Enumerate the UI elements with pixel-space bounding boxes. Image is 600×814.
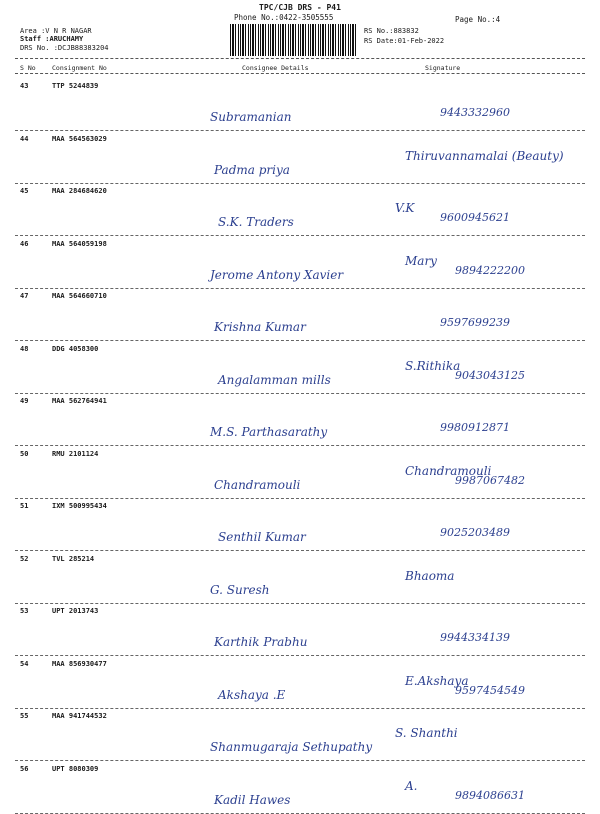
row-consignment-no: MAA 284684620 bbox=[52, 187, 107, 195]
drs-number: DRS No. :DCJB88383204 bbox=[20, 44, 109, 52]
row-divider bbox=[15, 498, 585, 499]
row-divider bbox=[15, 130, 585, 131]
row-divider bbox=[15, 288, 585, 289]
receiver-phone: 9944334139 bbox=[440, 631, 510, 644]
rs-number: RS No.:883832 bbox=[364, 27, 419, 35]
signature-text: Mary bbox=[405, 253, 437, 268]
consignee-name: G. Suresh bbox=[210, 582, 270, 597]
office-phone: Phone No.:0422-3505555 bbox=[234, 13, 334, 22]
row-consignment-no: UPT 2013743 bbox=[52, 607, 99, 615]
consignee-name: Senthil Kumar bbox=[218, 530, 306, 544]
area-field: Area :V N R NAGAR bbox=[20, 27, 92, 35]
consignee-name: M.S. Parthasarathy bbox=[210, 425, 328, 439]
row-consignment-no: IXM 500995434 bbox=[52, 502, 107, 510]
row-sno: 52 bbox=[20, 554, 29, 563]
row-divider bbox=[15, 393, 585, 394]
staff-field: Staff :ARUCHAMY bbox=[20, 35, 84, 43]
row-divider bbox=[15, 655, 585, 656]
header-divider-top bbox=[15, 58, 585, 59]
receiver-phone: 9043043125 bbox=[455, 368, 525, 382]
row-consignment-no: MAA 941744532 bbox=[52, 712, 107, 720]
consignee-name: Chandramouli bbox=[214, 477, 301, 492]
row-divider bbox=[15, 813, 585, 814]
consignee-name: Krishna Kumar bbox=[214, 320, 306, 334]
signature-text: S. Shanthi bbox=[395, 726, 458, 740]
row-consignment-no: RMU 2101124 bbox=[52, 449, 99, 458]
column-consignment: Consignment No bbox=[52, 64, 107, 72]
row-divider bbox=[15, 445, 585, 446]
receiver-phone: 9025203489 bbox=[440, 526, 510, 539]
receiver-phone: 9980912871 bbox=[440, 421, 510, 434]
row-consignment-no: MAA 564563029 bbox=[52, 134, 107, 143]
row-divider bbox=[15, 550, 585, 551]
row-consignment-no: MAA 856930477 bbox=[52, 659, 107, 668]
barcode-icon bbox=[230, 24, 356, 56]
row-divider bbox=[15, 183, 585, 184]
row-sno: 47 bbox=[20, 292, 29, 300]
receiver-phone: 9894222200 bbox=[455, 263, 525, 277]
row-sno: 55 bbox=[20, 712, 29, 720]
receiver-phone: 9597699239 bbox=[440, 316, 510, 329]
header-divider-bottom bbox=[15, 73, 585, 74]
receiver-phone: 9597454549 bbox=[455, 683, 525, 697]
receiver-phone: 9987067482 bbox=[455, 473, 525, 487]
column-consignee: Consignee Details bbox=[242, 64, 309, 72]
signature-text: Bhaoma bbox=[405, 568, 455, 583]
row-sno: 50 bbox=[20, 449, 29, 458]
row-divider bbox=[15, 340, 585, 341]
signature-text: V.K bbox=[395, 201, 415, 215]
consignee-name: Shanmugaraja Sethupathy bbox=[210, 740, 373, 754]
consignee-name: Karthik Prabhu bbox=[214, 635, 308, 649]
row-sno: 56 bbox=[20, 764, 29, 773]
row-consignment-no: DDG 4058300 bbox=[52, 344, 99, 353]
signature-text: E.Akshaya bbox=[405, 673, 469, 688]
report-title: TPC/CJB DRS - P41 bbox=[259, 3, 341, 12]
consignee-name: Padma priya bbox=[214, 162, 290, 177]
consignee-name: Jerome Antony Xavier bbox=[210, 267, 344, 282]
row-divider bbox=[15, 760, 585, 761]
row-sno: 45 bbox=[20, 187, 29, 195]
row-sno: 51 bbox=[20, 502, 29, 510]
row-sno: 48 bbox=[20, 344, 29, 353]
column-sno: S No bbox=[20, 64, 36, 72]
consignee-name: Subramanian bbox=[210, 110, 292, 124]
row-divider bbox=[15, 708, 585, 709]
signature-text: Chandramouli bbox=[405, 463, 492, 478]
row-consignment-no: UPT 8080309 bbox=[52, 764, 99, 773]
row-sno: 53 bbox=[20, 607, 29, 615]
row-divider bbox=[15, 235, 585, 236]
row-sno: 49 bbox=[20, 397, 29, 405]
signature-text: Thiruvannamalai (Beauty) bbox=[405, 148, 564, 163]
row-consignment-no: MAA 564059198 bbox=[52, 239, 107, 248]
row-sno: 44 bbox=[20, 134, 29, 143]
row-sno: 54 bbox=[20, 659, 29, 668]
consignee-name: Angalamman mills bbox=[218, 372, 331, 387]
page-number: Page No.:4 bbox=[455, 15, 501, 24]
consignee-name: S.K. Traders bbox=[218, 215, 294, 229]
row-sno: 43 bbox=[20, 82, 29, 90]
row-consignment-no: TTP 5244839 bbox=[52, 82, 99, 90]
receiver-phone: 9443332960 bbox=[440, 106, 510, 119]
row-divider bbox=[15, 603, 585, 604]
signature-text: S.Rithika bbox=[405, 358, 461, 373]
row-consignment-no: TVL 285214 bbox=[52, 554, 95, 563]
signature-text: A. bbox=[405, 778, 418, 793]
row-consignment-no: MAA 564660710 bbox=[52, 292, 107, 300]
column-signature: Signature bbox=[425, 64, 461, 72]
row-sno: 46 bbox=[20, 239, 29, 248]
receiver-phone: 9894086631 bbox=[455, 788, 525, 802]
consignee-name: Kadil Hawes bbox=[214, 792, 291, 807]
receiver-phone: 9600945621 bbox=[440, 211, 510, 224]
row-consignment-no: MAA 562764941 bbox=[52, 397, 107, 405]
rs-date: RS Date:01-Feb-2022 bbox=[364, 37, 445, 45]
consignee-name: Akshaya .E bbox=[218, 687, 286, 702]
